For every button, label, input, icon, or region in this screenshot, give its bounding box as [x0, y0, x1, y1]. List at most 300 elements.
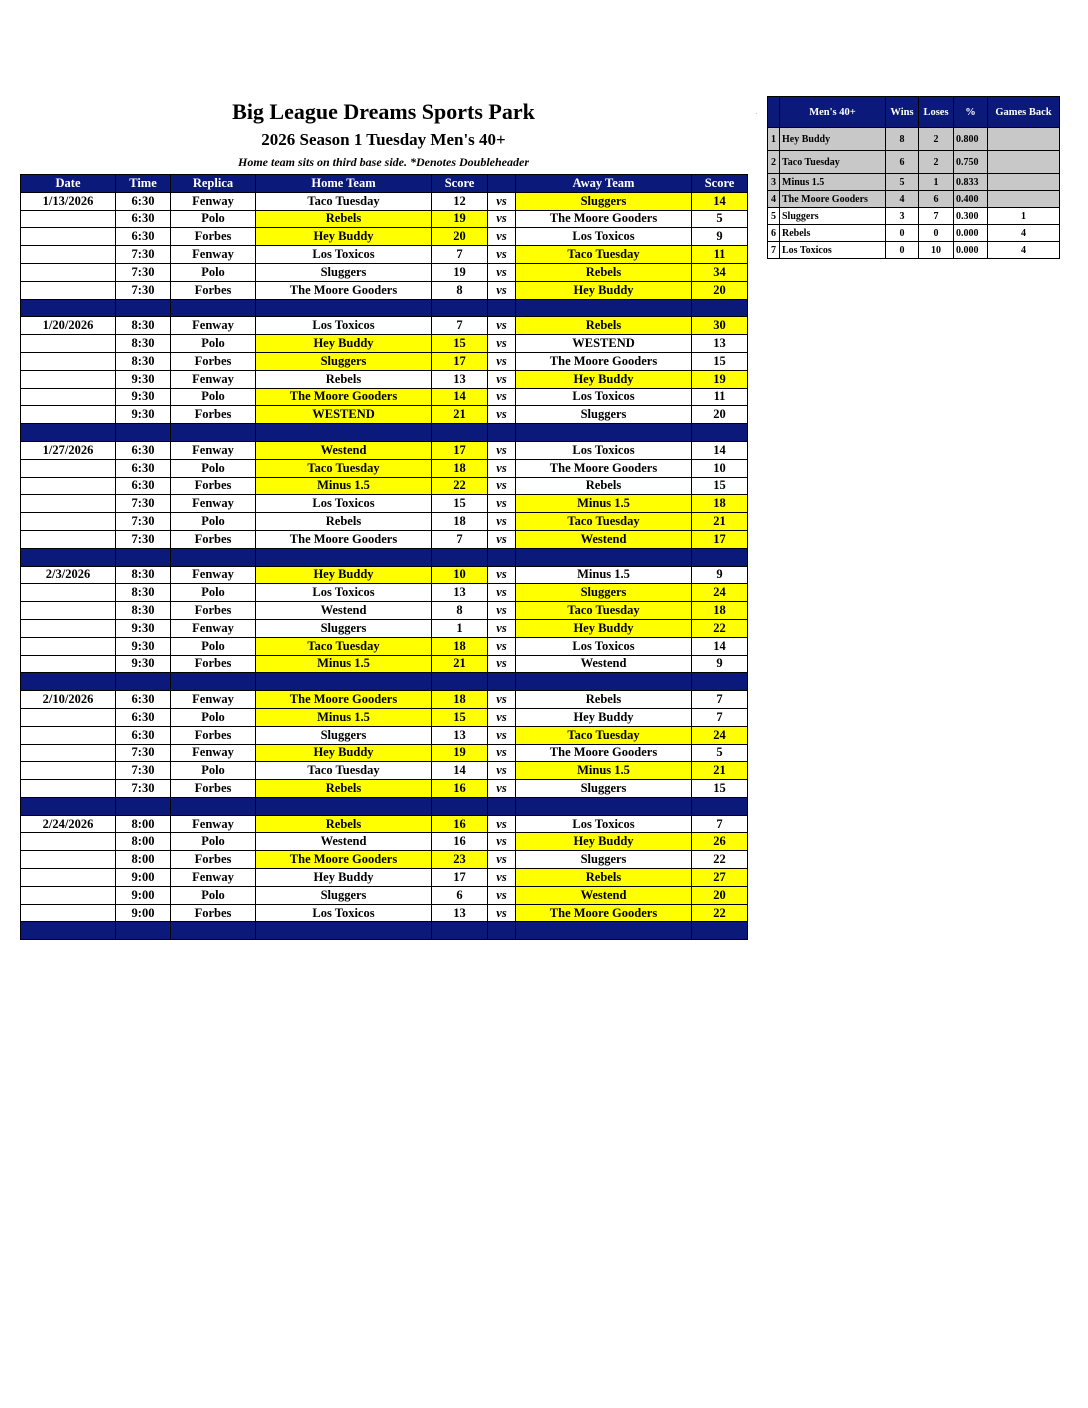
separator-cell: [432, 548, 488, 566]
separator-cell: [488, 797, 516, 815]
col-away-team: Away Team: [516, 175, 692, 193]
game-field: Fenway: [171, 869, 256, 887]
game-time: 8:30: [116, 335, 171, 353]
separator-cell: [256, 299, 432, 317]
standing-rank: 1: [768, 128, 780, 151]
home-score: 16: [432, 833, 488, 851]
vs-label: vs: [488, 691, 516, 709]
separator-cell: [516, 299, 692, 317]
home-team: The Moore Gooders: [256, 691, 432, 709]
standing-wins: 3: [886, 208, 919, 225]
separator-cell: [21, 424, 116, 442]
game-date: [21, 513, 116, 531]
game-row: [21, 869, 748, 887]
game-date: [21, 780, 116, 798]
separator-cell: [432, 299, 488, 317]
game-row: [21, 584, 748, 602]
away-team: Hey Buddy: [516, 281, 692, 299]
separator-cell: [488, 673, 516, 691]
separator-cell: [488, 922, 516, 940]
home-team: Rebels: [256, 780, 432, 798]
vs-label: vs: [488, 637, 516, 655]
game-date: [21, 530, 116, 548]
separator-cell: [516, 548, 692, 566]
game-row: [21, 762, 748, 780]
away-score: 5: [692, 210, 748, 228]
separator-cell: [116, 922, 171, 940]
separator-cell: [692, 548, 748, 566]
standing-pct: 0.800: [954, 128, 988, 151]
standing-games-back: [988, 191, 1060, 208]
vs-label: vs: [488, 602, 516, 620]
vs-label: vs: [488, 780, 516, 798]
standing-games-back: 1: [988, 208, 1060, 225]
game-date: 1/27/2026: [21, 441, 116, 459]
separator-cell: [171, 797, 256, 815]
separator-cell: [488, 299, 516, 317]
separator-cell: [116, 673, 171, 691]
separator-cell: [516, 673, 692, 691]
game-field: Fenway: [171, 192, 256, 210]
game-time: 8:00: [116, 833, 171, 851]
home-team: WESTEND: [256, 406, 432, 424]
home-team: Taco Tuesday: [256, 762, 432, 780]
col-rank: [768, 97, 780, 128]
home-team: Hey Buddy: [256, 566, 432, 584]
game-row: [21, 619, 748, 637]
home-score: 7: [432, 317, 488, 335]
game-field: Forbes: [171, 406, 256, 424]
away-team: The Moore Gooders: [516, 210, 692, 228]
standing-wins: 8: [886, 128, 919, 151]
home-score: 22: [432, 477, 488, 495]
vs-label: vs: [488, 904, 516, 922]
vs-label: vs: [488, 246, 516, 264]
home-score: 23: [432, 851, 488, 869]
away-score: 30: [692, 317, 748, 335]
game-date: [21, 406, 116, 424]
game-field: Fenway: [171, 566, 256, 584]
game-date: 1/13/2026: [21, 192, 116, 210]
vs-label: vs: [488, 513, 516, 531]
home-team: Los Toxicos: [256, 904, 432, 922]
home-team: The Moore Gooders: [256, 281, 432, 299]
game-time: 7:30: [116, 780, 171, 798]
game-date: [21, 726, 116, 744]
col-time: Time: [116, 175, 171, 193]
game-row: [21, 726, 748, 744]
game-time: 7:30: [116, 513, 171, 531]
home-team: Hey Buddy: [256, 869, 432, 887]
game-time: 8:00: [116, 851, 171, 869]
game-date: [21, 246, 116, 264]
away-score: 15: [692, 477, 748, 495]
game-time: 6:30: [116, 459, 171, 477]
game-time: 6:30: [116, 441, 171, 459]
home-team: Hey Buddy: [256, 228, 432, 246]
away-team: Los Toxicos: [516, 637, 692, 655]
game-date: [21, 210, 116, 228]
standing-rank: 6: [768, 225, 780, 242]
away-team: Minus 1.5: [516, 762, 692, 780]
game-field: Polo: [171, 513, 256, 531]
game-date: [21, 833, 116, 851]
stray-mark: .: [756, 110, 758, 116]
game-time: 9:30: [116, 388, 171, 406]
standing-games-back: [988, 151, 1060, 174]
standing-pct: 0.833: [954, 174, 988, 191]
away-score: 14: [692, 637, 748, 655]
away-team: Westend: [516, 886, 692, 904]
game-time: 7:30: [116, 246, 171, 264]
game-date: [21, 335, 116, 353]
away-team: Hey Buddy: [516, 833, 692, 851]
away-score: 18: [692, 602, 748, 620]
game-field: Polo: [171, 459, 256, 477]
home-team: Rebels: [256, 513, 432, 531]
game-time: 8:30: [116, 602, 171, 620]
game-row: [21, 263, 748, 281]
away-score: 20: [692, 281, 748, 299]
vs-label: vs: [488, 762, 516, 780]
game-row: [21, 530, 748, 548]
home-score: 19: [432, 210, 488, 228]
separator-cell: [692, 424, 748, 442]
home-score: 21: [432, 655, 488, 673]
standing-team: The Moore Gooders: [780, 191, 886, 208]
standing-pct: 0.000: [954, 225, 988, 242]
vs-label: vs: [488, 370, 516, 388]
away-team: Rebels: [516, 263, 692, 281]
standing-wins: 5: [886, 174, 919, 191]
standing-games-back: [988, 174, 1060, 191]
standing-wins: 4: [886, 191, 919, 208]
away-score: 20: [692, 886, 748, 904]
game-field: Polo: [171, 263, 256, 281]
home-score: 7: [432, 530, 488, 548]
home-team: Los Toxicos: [256, 246, 432, 264]
separator-cell: [432, 424, 488, 442]
away-team: Minus 1.5: [516, 566, 692, 584]
vs-label: vs: [488, 833, 516, 851]
separator-cell: [488, 548, 516, 566]
game-date: [21, 619, 116, 637]
week-separator: [21, 424, 748, 442]
vs-label: vs: [488, 530, 516, 548]
away-score: 10: [692, 459, 748, 477]
game-row: [21, 833, 748, 851]
game-field: Fenway: [171, 744, 256, 762]
away-team: Westend: [516, 530, 692, 548]
home-score: 20: [432, 228, 488, 246]
standing-team: Taco Tuesday: [780, 151, 886, 174]
vs-label: vs: [488, 495, 516, 513]
game-time: 7:30: [116, 281, 171, 299]
game-field: Forbes: [171, 281, 256, 299]
game-date: [21, 904, 116, 922]
away-score: 19: [692, 370, 748, 388]
away-score: 24: [692, 584, 748, 602]
standings-row: [768, 208, 1060, 225]
game-date: 1/20/2026: [21, 317, 116, 335]
vs-label: vs: [488, 584, 516, 602]
home-team: Rebels: [256, 815, 432, 833]
home-team: The Moore Gooders: [256, 530, 432, 548]
away-score: 7: [692, 708, 748, 726]
away-score: 14: [692, 441, 748, 459]
standing-team: Minus 1.5: [780, 174, 886, 191]
home-score: 17: [432, 441, 488, 459]
game-row: [21, 691, 748, 709]
game-field: Polo: [171, 833, 256, 851]
home-team: Los Toxicos: [256, 584, 432, 602]
separator-cell: [256, 548, 432, 566]
away-team: Westend: [516, 655, 692, 673]
separator-cell: [21, 797, 116, 815]
game-time: 9:30: [116, 655, 171, 673]
game-date: [21, 263, 116, 281]
standings-row: [768, 174, 1060, 191]
home-team: Minus 1.5: [256, 708, 432, 726]
vs-label: vs: [488, 619, 516, 637]
game-date: [21, 477, 116, 495]
col-pct: %: [954, 97, 988, 128]
game-time: 6:30: [116, 691, 171, 709]
separator-cell: [171, 922, 256, 940]
vs-label: vs: [488, 655, 516, 673]
game-field: Fenway: [171, 246, 256, 264]
home-score: 15: [432, 708, 488, 726]
standing-team: Sluggers: [780, 208, 886, 225]
game-field: Polo: [171, 762, 256, 780]
game-date: [21, 744, 116, 762]
game-field: Fenway: [171, 619, 256, 637]
home-score: 10: [432, 566, 488, 584]
standing-pct: 0.400: [954, 191, 988, 208]
standing-rank: 4: [768, 191, 780, 208]
game-row: [21, 281, 748, 299]
standing-loses: 10: [919, 242, 954, 259]
col-vs: [488, 175, 516, 193]
away-team: Taco Tuesday: [516, 602, 692, 620]
away-team: Rebels: [516, 691, 692, 709]
home-score: 16: [432, 780, 488, 798]
away-team: Minus 1.5: [516, 495, 692, 513]
home-score: 18: [432, 691, 488, 709]
game-time: 9:00: [116, 869, 171, 887]
home-score: 6: [432, 886, 488, 904]
standing-wins: 6: [886, 151, 919, 174]
separator-cell: [116, 548, 171, 566]
home-team: Westend: [256, 441, 432, 459]
separator-cell: [171, 548, 256, 566]
standing-wins: 0: [886, 225, 919, 242]
game-field: Polo: [171, 388, 256, 406]
home-team: Taco Tuesday: [256, 192, 432, 210]
game-time: 9:30: [116, 637, 171, 655]
home-score: 17: [432, 869, 488, 887]
away-team: Rebels: [516, 317, 692, 335]
standings-header-row: [768, 97, 1060, 128]
game-time: 7:30: [116, 762, 171, 780]
home-score: 21: [432, 406, 488, 424]
game-row: [21, 210, 748, 228]
separator-cell: [488, 424, 516, 442]
game-time: 9:00: [116, 904, 171, 922]
standings-row: [768, 191, 1060, 208]
home-team: The Moore Gooders: [256, 388, 432, 406]
away-score: 17: [692, 530, 748, 548]
week-separator: [21, 548, 748, 566]
away-score: 22: [692, 619, 748, 637]
standings-row: [768, 151, 1060, 174]
week-separator: [21, 797, 748, 815]
vs-label: vs: [488, 281, 516, 299]
away-team: Hey Buddy: [516, 708, 692, 726]
game-time: 7:30: [116, 744, 171, 762]
game-time: 9:30: [116, 370, 171, 388]
vs-label: vs: [488, 744, 516, 762]
game-date: [21, 495, 116, 513]
separator-cell: [692, 673, 748, 691]
vs-label: vs: [488, 228, 516, 246]
vs-label: vs: [488, 708, 516, 726]
game-time: 6:30: [116, 228, 171, 246]
standing-rank: 2: [768, 151, 780, 174]
home-team: Los Toxicos: [256, 317, 432, 335]
game-field: Polo: [171, 886, 256, 904]
game-time: 6:30: [116, 708, 171, 726]
home-score: 19: [432, 263, 488, 281]
away-score: 7: [692, 691, 748, 709]
standing-pct: 0.750: [954, 151, 988, 174]
home-score: 8: [432, 281, 488, 299]
standing-games-back: 4: [988, 225, 1060, 242]
home-score: 1: [432, 619, 488, 637]
separator-cell: [516, 922, 692, 940]
vs-label: vs: [488, 406, 516, 424]
away-team: Sluggers: [516, 584, 692, 602]
page-title: Big League Dreams Sports Park: [232, 99, 535, 124]
away-score: 11: [692, 246, 748, 264]
game-row: [21, 459, 748, 477]
away-score: 27: [692, 869, 748, 887]
standing-loses: 2: [919, 128, 954, 151]
vs-label: vs: [488, 210, 516, 228]
separator-cell: [256, 673, 432, 691]
away-score: 26: [692, 833, 748, 851]
game-field: Forbes: [171, 602, 256, 620]
game-time: 8:00: [116, 815, 171, 833]
home-team: Minus 1.5: [256, 655, 432, 673]
game-field: Polo: [171, 637, 256, 655]
separator-cell: [692, 922, 748, 940]
col-away-score: Score: [692, 175, 748, 193]
game-row: [21, 352, 748, 370]
separator-cell: [256, 922, 432, 940]
away-team: Hey Buddy: [516, 370, 692, 388]
standing-loses: 1: [919, 174, 954, 191]
away-score: 24: [692, 726, 748, 744]
game-field: Forbes: [171, 726, 256, 744]
standing-team: Rebels: [780, 225, 886, 242]
game-time: 8:30: [116, 317, 171, 335]
col-home-team: Home Team: [256, 175, 432, 193]
vs-label: vs: [488, 477, 516, 495]
game-time: 9:30: [116, 619, 171, 637]
away-team: Los Toxicos: [516, 441, 692, 459]
home-team: Rebels: [256, 370, 432, 388]
season-subtitle: 2026 Season 1 Tuesday Men's 40+: [261, 130, 506, 149]
away-score: 11: [692, 388, 748, 406]
game-time: 7:30: [116, 495, 171, 513]
separator-cell: [692, 299, 748, 317]
away-score: 14: [692, 192, 748, 210]
away-score: 9: [692, 655, 748, 673]
game-date: [21, 459, 116, 477]
separator-cell: [21, 548, 116, 566]
game-row: [21, 513, 748, 531]
game-date: 2/24/2026: [21, 815, 116, 833]
week-separator: [21, 299, 748, 317]
game-row: [21, 370, 748, 388]
home-team: Sluggers: [256, 619, 432, 637]
home-score: 14: [432, 388, 488, 406]
separator-cell: [21, 299, 116, 317]
standing-team: Hey Buddy: [780, 128, 886, 151]
home-score: 15: [432, 335, 488, 353]
home-team-note: Home team sits on third base side. *Denotes Doubleheader: [238, 155, 529, 169]
col-date: Date: [21, 175, 116, 193]
separator-cell: [432, 797, 488, 815]
game-row: [21, 780, 748, 798]
game-date: [21, 869, 116, 887]
vs-label: vs: [488, 335, 516, 353]
away-team: Sluggers: [516, 406, 692, 424]
away-team: The Moore Gooders: [516, 744, 692, 762]
separator-cell: [116, 299, 171, 317]
away-score: 9: [692, 228, 748, 246]
game-row: [21, 335, 748, 353]
col-wins: Wins: [886, 97, 919, 128]
home-score: 18: [432, 637, 488, 655]
game-date: 2/10/2026: [21, 691, 116, 709]
separator-cell: [516, 424, 692, 442]
home-score: 13: [432, 904, 488, 922]
game-date: [21, 388, 116, 406]
game-time: 9:00: [116, 886, 171, 904]
away-score: 13: [692, 335, 748, 353]
home-team: Sluggers: [256, 263, 432, 281]
game-field: Forbes: [171, 477, 256, 495]
game-field: Forbes: [171, 530, 256, 548]
vs-label: vs: [488, 459, 516, 477]
away-team: Sluggers: [516, 780, 692, 798]
week-separator: [21, 922, 748, 940]
schedule-header-row: [21, 175, 748, 193]
standing-loses: 2: [919, 151, 954, 174]
separator-cell: [171, 424, 256, 442]
game-time: 6:30: [116, 192, 171, 210]
standing-rank: 5: [768, 208, 780, 225]
game-row: [21, 744, 748, 762]
home-score: 13: [432, 370, 488, 388]
home-team: Westend: [256, 602, 432, 620]
standing-pct: 0.300: [954, 208, 988, 225]
game-field: Forbes: [171, 904, 256, 922]
separator-cell: [21, 922, 116, 940]
vs-label: vs: [488, 886, 516, 904]
